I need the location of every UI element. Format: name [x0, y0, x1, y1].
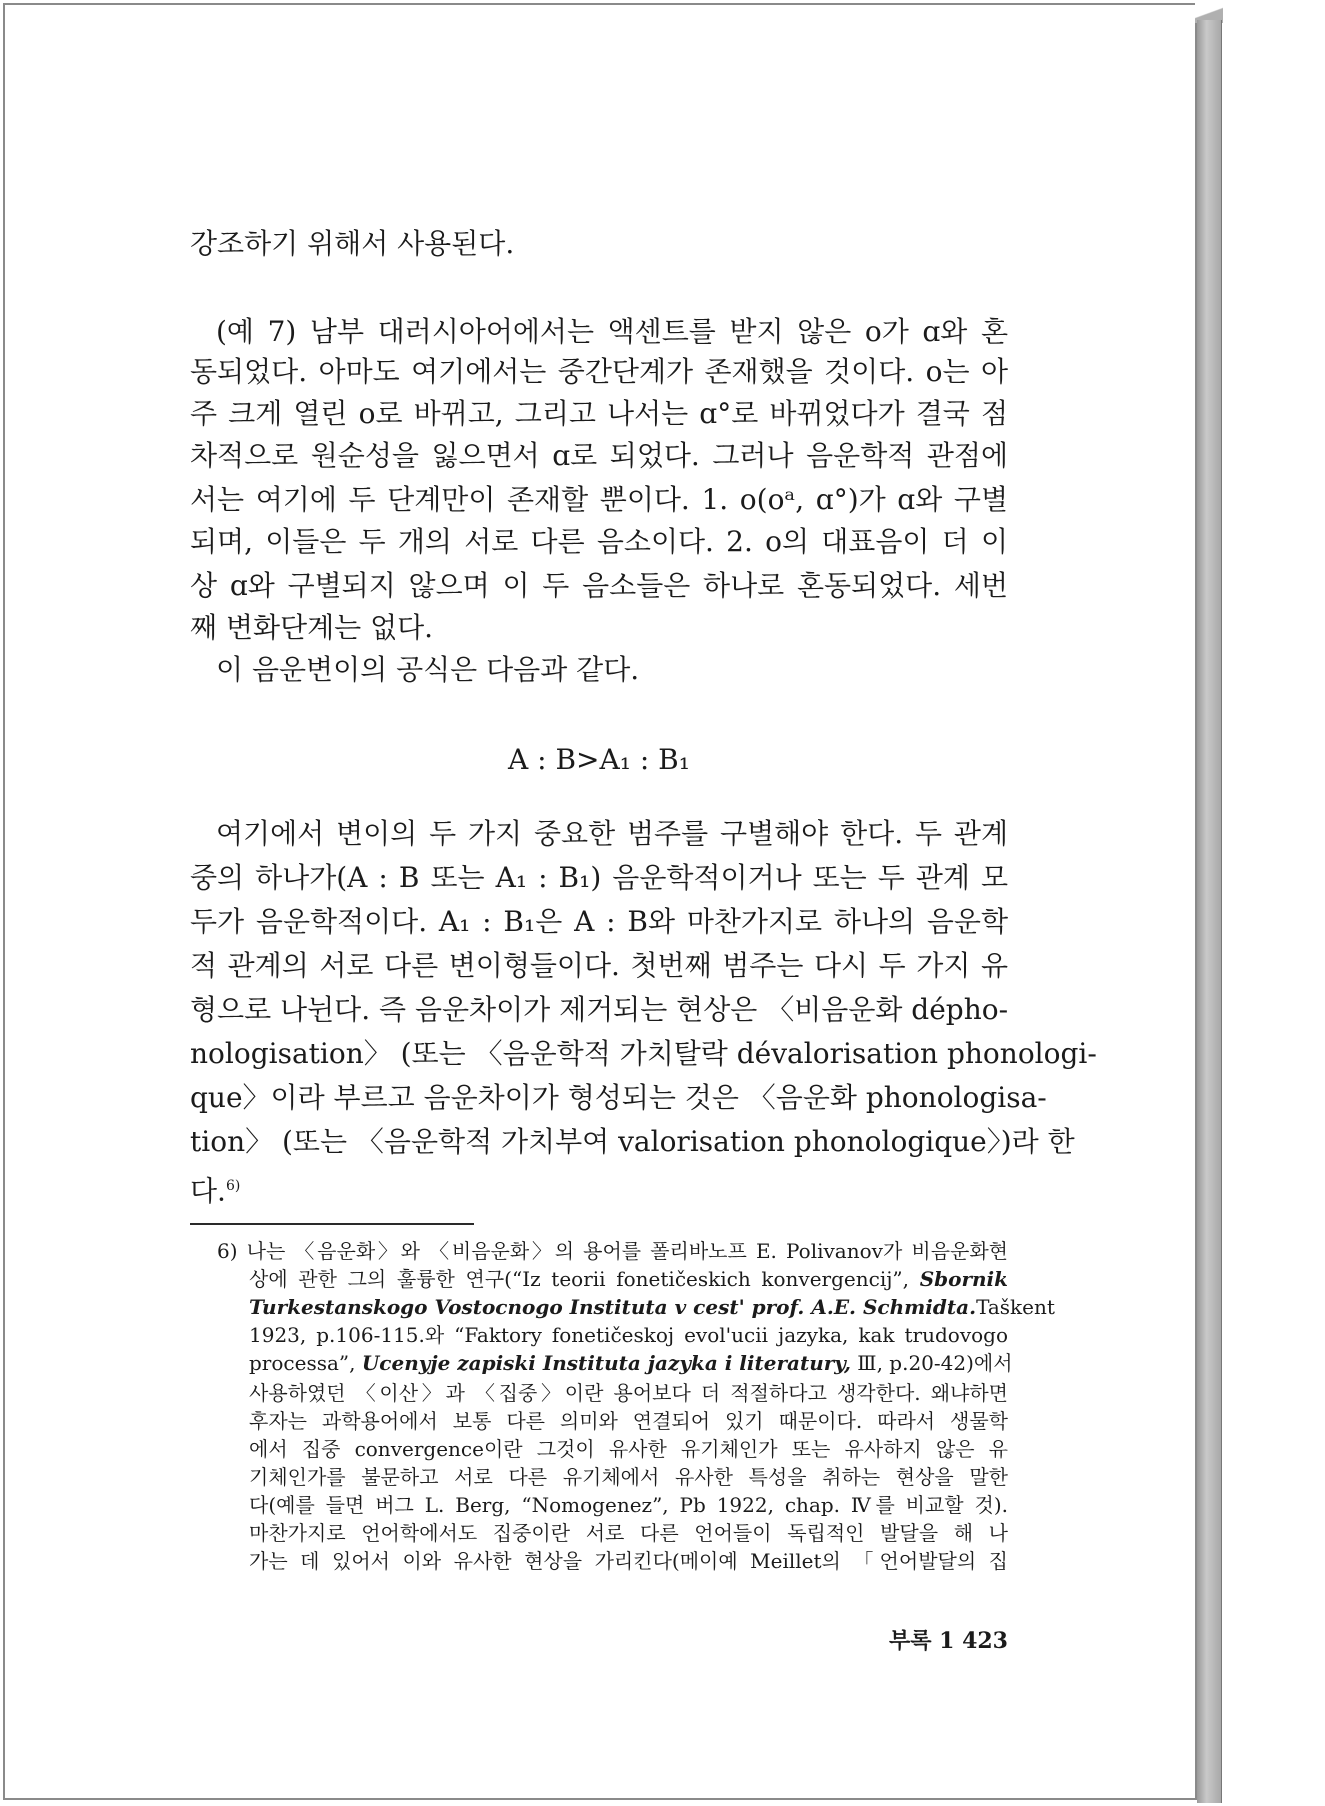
body-line: 이 음운변이의 공식은 다음과 같다. [216, 653, 640, 686]
footnote-line: 가는 데 있어서 이와 유사한 현상을 가리킨다(메이예 Meillet의 「언어발달의 집 [249, 1549, 1008, 1573]
body-line: 강조하기 위해서 사용된다. [190, 227, 515, 260]
body-line: 서는 여기에 두 단계만이 존재할 뿐이다. 1. o(oᵃ, ɑ°)가 ɑ와 구별 [190, 483, 1008, 516]
footnote-italic-text: Sbornik [919, 1267, 1008, 1291]
body-line: 적 관계의 서로 다른 변이형들이다. 첫번째 범주는 다시 두 가지 유 [190, 949, 1008, 982]
footnote-italic-text: Turkestanskogo Vostocnogo Instituta v cest' prof. A.E. Schmidta. [249, 1295, 977, 1319]
footnote-line: 후자는 과학용어에서 보통 다른 의미와 연결되어 있기 때문이다. 따라서 생물학 [249, 1409, 1008, 1433]
body-line: 차적으로 원순성을 잃으면서 ɑ로 되었다. 그러나 음운학적 관점에 [190, 439, 1008, 472]
page-folio: 부록 1 423 [888, 1628, 1008, 1654]
page-stack-edge [1197, 20, 1222, 1803]
footnote-reference: 6) [225, 1178, 241, 1194]
body-line: 동되었다. 아마도 여기에서는 중간단계가 존재했을 것이다. o는 아 [190, 355, 1008, 388]
body-line: tion〉 (또는 〈음운학적 가치부여 valorisation phonologique〉)라 한 [190, 1125, 1075, 1158]
body-line: nologisation〉 (또는 〈음운학적 가치탈락 dévalorisation phonologi- [190, 1037, 1097, 1070]
body-line: 두가 음운학적이다. A₁ : B₁은 A : B와 마찬가지로 하나의 음운학 [190, 905, 1008, 938]
body-line: (예 7) 남부 대러시아어에서는 액센트를 받지 않은 o가 ɑ와 혼 [216, 315, 1008, 348]
footnote-text: Taškent [976, 1295, 1055, 1319]
body-text: 다. [190, 1174, 226, 1208]
footnote-line: 마찬가지로 언어학에서도 집중이란 서로 다른 언어들이 독립적인 발달을 해 나 [249, 1521, 1008, 1545]
footnote-line [249, 1350, 1013, 1376]
footnote-line [249, 1294, 1055, 1320]
footnote-italic-text: Ucenyje zapiski Instituta jazyka i literatury, [361, 1351, 851, 1375]
footnote-text: Ⅲ, p.20-42)에서 [850, 1351, 1013, 1375]
footnote-text: processa”, [249, 1351, 362, 1375]
footnote-line: 6) 나는 〈음운화〉와 〈비음운화〉의 용어를 폴리바노프 E. Polivanov가 비음운화현 [217, 1239, 1008, 1263]
body-line: que〉이라 부르고 음운차이가 형성되는 것은 〈음운화 phonologisa- [190, 1081, 1047, 1114]
body-line: 되며, 이들은 두 개의 서로 다른 음소이다. 2. o의 대표음이 더 이 [190, 525, 1008, 558]
footnote-line: 기체인가를 불문하고 서로 다른 유기체에서 유사한 특성을 취하는 현상을 말한 [249, 1465, 1008, 1489]
footnote-text: 상에 관한 그의 훌륭한 연구(“Iz teorii fonetičeskich konvergencij”, [249, 1267, 920, 1291]
footnote-line: 다(예를 들면 버그 L. Berg, “Nomogenez”, Pb 1922, chap. Ⅳ를 비교할 것). [249, 1493, 1008, 1517]
body-line: 째 변화단계는 없다. [190, 611, 434, 644]
footnote-line: 사용하였던 〈이산〉과 〈집중〉이란 용어보다 더 적절하다고 생각한다. 왜냐하면 [249, 1381, 1008, 1405]
footnote-line: 에서 집중 convergence이란 그것이 유사한 유기체인가 또는 유사하지 않은 유 [249, 1437, 1008, 1461]
body-line: 상 ɑ와 구별되지 않으며 이 두 음소들은 하나로 혼동되었다. 세번 [190, 569, 1008, 602]
body-line: 형으로 나뉜다. 즉 음운차이가 제거되는 현상은 〈비음운화 dépho- [190, 993, 1009, 1026]
body-line: 여기에서 변이의 두 가지 중요한 범주를 구별해야 한다. 두 관계 [216, 817, 1008, 850]
footnote-line: 1923, p.106-115.와 “Faktory fonetičeskoj evol'ucii jazyka, kak trudovogo [249, 1323, 1008, 1347]
footnote-rule [190, 1223, 474, 1225]
body-line: 주 크게 열린 o로 바뀌고, 그리고 나서는 ɑ°로 바뀌었다가 결국 점 [190, 397, 1008, 430]
body-line: 중의 하나가(A : B 또는 A₁ : B₁) 음운학적이거나 또는 두 관계 모 [190, 861, 1008, 894]
footnote-line [249, 1266, 1008, 1292]
phonology-formula: A : B>A₁ : B₁ [508, 743, 690, 776]
body-line [190, 1170, 1008, 1207]
